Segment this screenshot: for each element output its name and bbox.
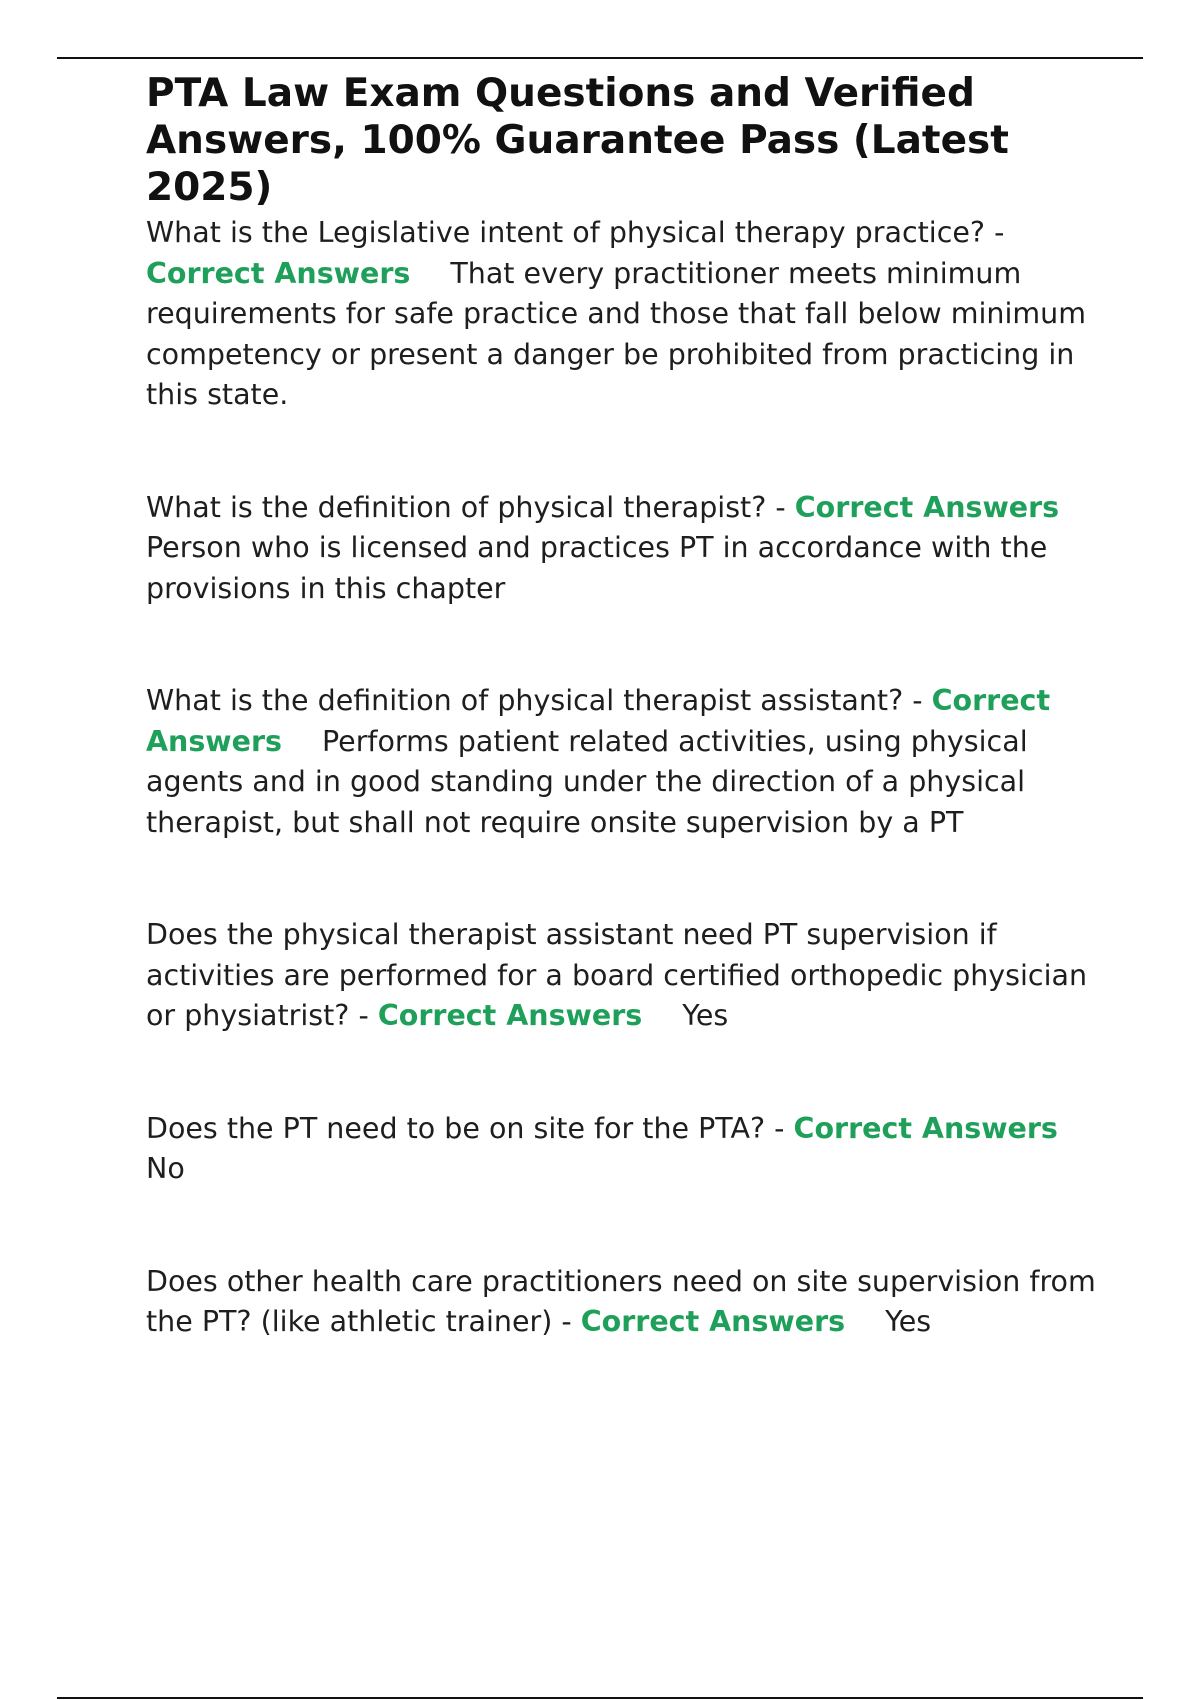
qa-item [146, 681, 1106, 843]
answer-text: Yes [682, 999, 729, 1032]
document-title: PTA Law Exam Questions and Verified Answers, 100% Guarantee Pass (Latest 2025) [146, 71, 1009, 210]
correct-answers-label: Correct Answers [580, 1305, 846, 1338]
question-text: What is the definition of physical therapist? - [146, 490, 786, 524]
answer-text: That every practitioner meets minimum requirements for safe practice and those that fall below minimum competency or present a danger be prohibited from practicing in this state. [146, 256, 1086, 411]
answer-text: No [146, 1152, 185, 1185]
bottom-divider [57, 1697, 1143, 1699]
qa-item [146, 488, 1106, 610]
document-body [146, 70, 1106, 1343]
question-text: What is the Legislative intent of physical therapy practice? - [146, 216, 1005, 249]
answer-text: Person who is licensed and practices PT in accordance with the provisions in this chapter [146, 531, 1048, 605]
correct-answers-label: Correct Answers [146, 256, 411, 290]
qa-item [146, 915, 1106, 1037]
answer-text: Yes [885, 1305, 932, 1338]
correct-answers-label: Correct Answers [146, 684, 1051, 758]
answer-text: Performs patient related activities, using physical agents and in good standing under the direction of a physical therapist, but shall not require onsite supervision by a PT [146, 724, 1028, 839]
question-text: Does other health care practitioners need on site supervision from the PT? (like athletic trainer) - [146, 1264, 1096, 1338]
qa-item [146, 213, 1106, 416]
question-text: Does the physical therapist assistant need PT supervision if activities are performed for a board certified orthopedic physician or physiatrist? - [146, 918, 1088, 1032]
correct-answers-label: Correct Answers [377, 999, 643, 1032]
qa-item [146, 1262, 1106, 1343]
top-divider [57, 57, 1143, 59]
question-text: What is the definition of physical therapist assistant? - [146, 684, 923, 717]
correct-answers-label: Correct Answers [794, 490, 1060, 524]
question-text: Does the PT need to be on site for the PTA? - [146, 1111, 785, 1145]
qa-item [146, 1109, 1106, 1190]
correct-answers-label: Correct Answers [793, 1111, 1058, 1145]
